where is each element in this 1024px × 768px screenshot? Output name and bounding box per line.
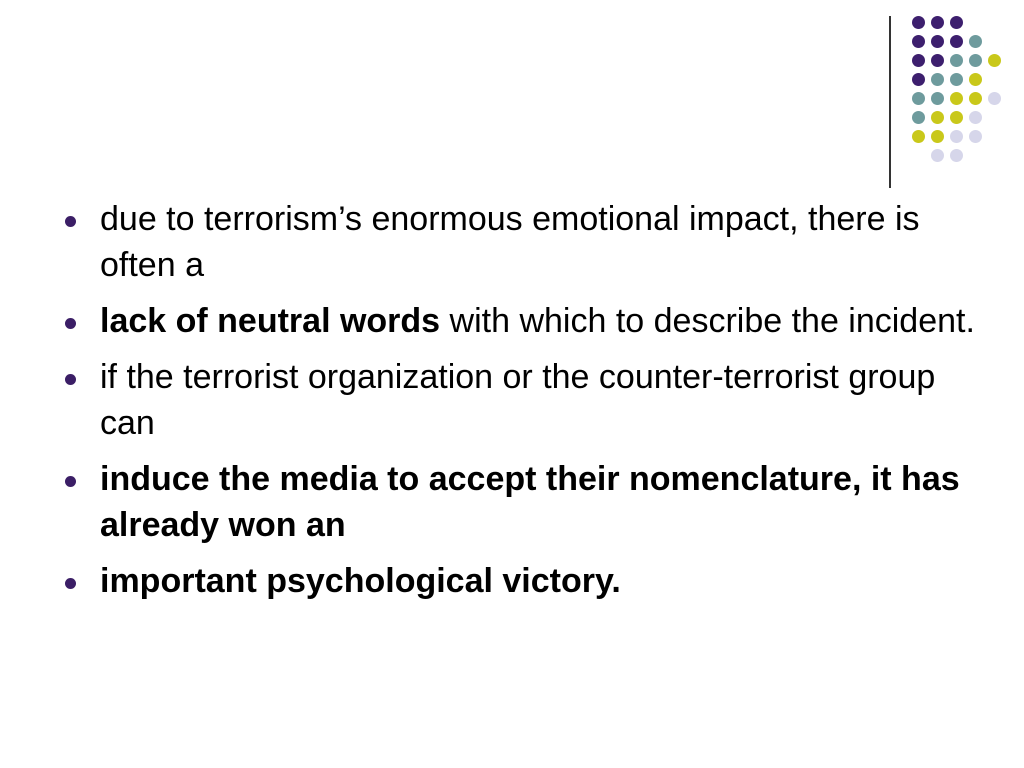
decorative-dot: [931, 111, 944, 124]
decorative-dot-grid: [0, 0, 1024, 200]
bullet-text: due to terrorism’s enormous emotional impact, there is often a: [100, 200, 920, 284]
decorative-dot: [912, 111, 925, 124]
decorative-dot: [988, 54, 1001, 67]
bullet-text: with which to describe the incident.: [440, 302, 975, 340]
decorative-dot: [931, 35, 944, 48]
bullet-bold-text: lack of neutral words: [100, 302, 441, 340]
bullet-bold-text: important psychological victory.: [100, 562, 621, 600]
decorative-dot: [912, 92, 925, 105]
decorative-dot: [969, 111, 982, 124]
decorative-dot: [950, 73, 963, 86]
decorative-dot: [950, 111, 963, 124]
bullet-item: [62, 354, 982, 446]
decorative-dot: [950, 130, 963, 143]
decorative-dot: [931, 149, 944, 162]
decorative-dot: [969, 92, 982, 105]
decorative-dot: [931, 130, 944, 143]
decorative-dot: [969, 35, 982, 48]
decorative-dot: [912, 16, 925, 29]
bullet-list: [62, 196, 982, 614]
decorative-dot: [931, 73, 944, 86]
decorative-dot: [912, 54, 925, 67]
decorative-dot: [950, 149, 963, 162]
bullet-point-icon: [65, 216, 76, 227]
decorative-dot: [931, 16, 944, 29]
decorative-dot: [969, 54, 982, 67]
decorative-dot: [931, 92, 944, 105]
bullet-point-icon: [65, 374, 76, 385]
bullet-point-icon: [65, 578, 76, 589]
bullet-item: [62, 298, 982, 344]
bullet-point-icon: [65, 476, 76, 487]
decorative-dot: [912, 130, 925, 143]
decorative-dot: [950, 92, 963, 105]
bullet-bold-text: induce the media to accept their nomenclature, it has already won an: [100, 460, 960, 544]
decorative-dot: [912, 35, 925, 48]
decorative-dot: [950, 35, 963, 48]
decorative-dot: [931, 54, 944, 67]
bullet-text: if the terrorist organization or the counter-terrorist group can: [100, 358, 936, 442]
decorative-dot: [912, 73, 925, 86]
decorative-dot: [950, 16, 963, 29]
decorative-dot: [969, 73, 982, 86]
bullet-item: [62, 558, 982, 604]
bullet-item: [62, 196, 982, 288]
decorative-dot: [969, 130, 982, 143]
bullet-item: [62, 456, 982, 548]
bullet-point-icon: [65, 318, 76, 329]
decorative-dot: [950, 54, 963, 67]
decorative-dot: [988, 92, 1001, 105]
